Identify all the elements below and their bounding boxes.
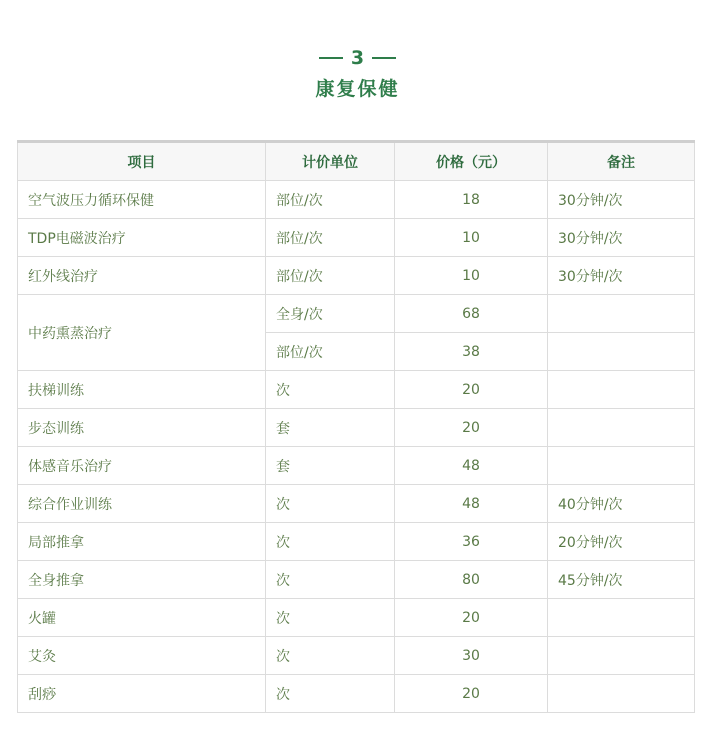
table-row xyxy=(18,447,695,485)
cell-note xyxy=(548,295,695,333)
cell-note xyxy=(548,409,695,447)
table-row xyxy=(18,675,695,713)
cell-item: 扶梯训练 xyxy=(18,371,266,409)
cell-item: 空气波压力循环保健 xyxy=(18,181,266,219)
cell-unit: 次 xyxy=(266,637,395,675)
cell-unit: 次 xyxy=(266,485,395,523)
header-item: 项目 xyxy=(18,142,266,181)
table-row xyxy=(18,257,695,295)
section-number: 3 xyxy=(350,47,365,69)
table-row xyxy=(18,599,695,637)
table-row xyxy=(18,295,695,333)
cell-item: 红外线治疗 xyxy=(18,257,266,295)
cell-item: 综合作业训练 xyxy=(18,485,266,523)
cell-note xyxy=(548,333,695,371)
header-price: 价格（元） xyxy=(395,142,548,181)
cell-unit: 次 xyxy=(266,371,395,409)
cell-item: 中药熏蒸治疗 xyxy=(18,295,266,371)
cell-price: 20 xyxy=(395,409,548,447)
table-row xyxy=(18,181,695,219)
cell-note xyxy=(548,675,695,713)
cell-note: 30分钟/次 xyxy=(548,181,695,219)
cell-price: 20 xyxy=(395,371,548,409)
cell-item: 局部推拿 xyxy=(18,523,266,561)
table-header-row xyxy=(18,142,695,181)
cell-price: 80 xyxy=(395,561,548,599)
cell-price: 20 xyxy=(395,675,548,713)
cell-unit: 次 xyxy=(266,599,395,637)
table-row xyxy=(18,219,695,257)
cell-item: 艾灸 xyxy=(18,637,266,675)
table-row xyxy=(18,523,695,561)
header-note: 备注 xyxy=(548,142,695,181)
left-dash-divider xyxy=(319,57,343,59)
cell-unit: 套 xyxy=(266,447,395,485)
cell-item: 体感音乐治疗 xyxy=(18,447,266,485)
cell-unit: 部位/次 xyxy=(266,181,395,219)
cell-note xyxy=(548,447,695,485)
cell-note: 30分钟/次 xyxy=(548,257,695,295)
cell-price: 48 xyxy=(395,447,548,485)
section-heading xyxy=(0,44,715,104)
cell-note xyxy=(548,637,695,675)
cell-unit: 全身/次 xyxy=(266,295,395,333)
cell-unit: 次 xyxy=(266,523,395,561)
cell-note xyxy=(548,599,695,637)
cell-unit: 套 xyxy=(266,409,395,447)
cell-item: 火罐 xyxy=(18,599,266,637)
table-row xyxy=(18,485,695,523)
table-row xyxy=(18,371,695,409)
price-table xyxy=(17,140,695,713)
cell-note: 45分钟/次 xyxy=(548,561,695,599)
cell-item: 全身推拿 xyxy=(18,561,266,599)
cell-unit: 部位/次 xyxy=(266,219,395,257)
cell-item: TDP电磁波治疗 xyxy=(18,219,266,257)
section-title: 康复保健 xyxy=(315,78,400,100)
cell-price: 30 xyxy=(395,637,548,675)
cell-item: 步态训练 xyxy=(18,409,266,447)
cell-unit: 次 xyxy=(266,561,395,599)
cell-price: 10 xyxy=(395,219,548,257)
cell-note xyxy=(548,371,695,409)
cell-unit: 部位/次 xyxy=(266,257,395,295)
cell-note: 30分钟/次 xyxy=(548,219,695,257)
cell-note: 20分钟/次 xyxy=(548,523,695,561)
table-row xyxy=(18,409,695,447)
cell-price: 10 xyxy=(395,257,548,295)
cell-price: 48 xyxy=(395,485,548,523)
cell-price: 36 xyxy=(395,523,548,561)
cell-note: 40分钟/次 xyxy=(548,485,695,523)
cell-unit: 部位/次 xyxy=(266,333,395,371)
cell-item: 刮痧 xyxy=(18,675,266,713)
cell-unit: 次 xyxy=(266,675,395,713)
cell-price: 20 xyxy=(395,599,548,637)
section-number-line xyxy=(0,44,715,72)
header-unit: 计价单位 xyxy=(266,142,395,181)
cell-price: 18 xyxy=(395,181,548,219)
table-row xyxy=(18,637,695,675)
cell-price: 68 xyxy=(395,295,548,333)
cell-price: 38 xyxy=(395,333,548,371)
right-dash-divider xyxy=(372,57,396,59)
table-row xyxy=(18,561,695,599)
